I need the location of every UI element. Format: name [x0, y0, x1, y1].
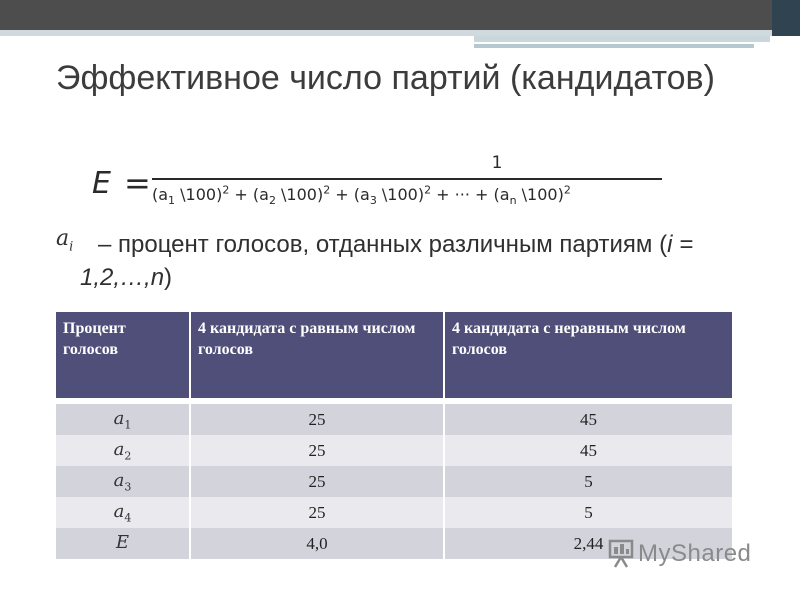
header-accent-stripe — [474, 36, 770, 42]
column-header: 4 кандидата с равным числом голосов — [190, 312, 444, 398]
row-label: $a_2$ — [56, 435, 190, 466]
row-label: E — [56, 528, 190, 559]
table-row — [56, 497, 732, 528]
column-header: Процент голосов — [56, 312, 190, 398]
cell-equal: 25 — [190, 497, 444, 528]
row-label: $a_4$ — [56, 497, 190, 528]
cell-equal: 25 — [190, 404, 444, 435]
data-table — [56, 312, 732, 559]
den-term: + ($a_2$ \100)$^2$ — [229, 184, 331, 208]
formula-lhs: E — [92, 166, 111, 201]
column-header: 4 кандидата с неравным числом голосов — [444, 312, 732, 398]
slide-title: Эффективное число партий (кандидатов) — [56, 59, 715, 97]
cell-equal: 25 — [190, 435, 444, 466]
table-header-row — [56, 312, 732, 398]
explanation-text: – процент голосов, отданных различным партиям (i = 1,2,…,n) — [80, 231, 694, 291]
den-term: ($a_1$ \100)$^2$ — [152, 184, 230, 208]
row-label: $a_1$ — [56, 404, 190, 435]
top-header-corner — [772, 0, 800, 36]
cell-unequal: 45 — [444, 404, 732, 435]
table-row — [56, 466, 732, 497]
formula-denominator — [152, 184, 662, 208]
formula-fraction-bar — [152, 178, 662, 180]
watermark — [608, 538, 768, 570]
header-accent-stripe-thin — [474, 44, 754, 48]
formula-equals: = — [124, 164, 151, 202]
table-row — [56, 435, 732, 466]
den-term: + ($a_3$ \100)$^2$ — [330, 184, 432, 208]
top-header-bar — [0, 0, 800, 30]
cell-unequal: 5 — [444, 497, 732, 528]
cell-unequal: 5 — [444, 466, 732, 497]
presentation-board-icon — [608, 538, 634, 568]
formula — [92, 150, 672, 220]
formula-fraction — [152, 150, 662, 208]
cell-equal: 25 — [190, 466, 444, 497]
legend-symbol: $a_i$ — [56, 226, 74, 255]
cell-unequal: 45 — [444, 435, 732, 466]
cell-unequal: 2,44 — [444, 528, 732, 559]
table-row — [56, 404, 732, 435]
formula-numerator: 1 — [491, 153, 503, 173]
cell-equal: 4,0 — [190, 528, 444, 559]
watermark-text: MyShared — [638, 540, 752, 567]
row-label: $a_3$ — [56, 466, 190, 497]
den-term: + ··· + ($a_n$ \100)$^2$ — [431, 184, 571, 208]
